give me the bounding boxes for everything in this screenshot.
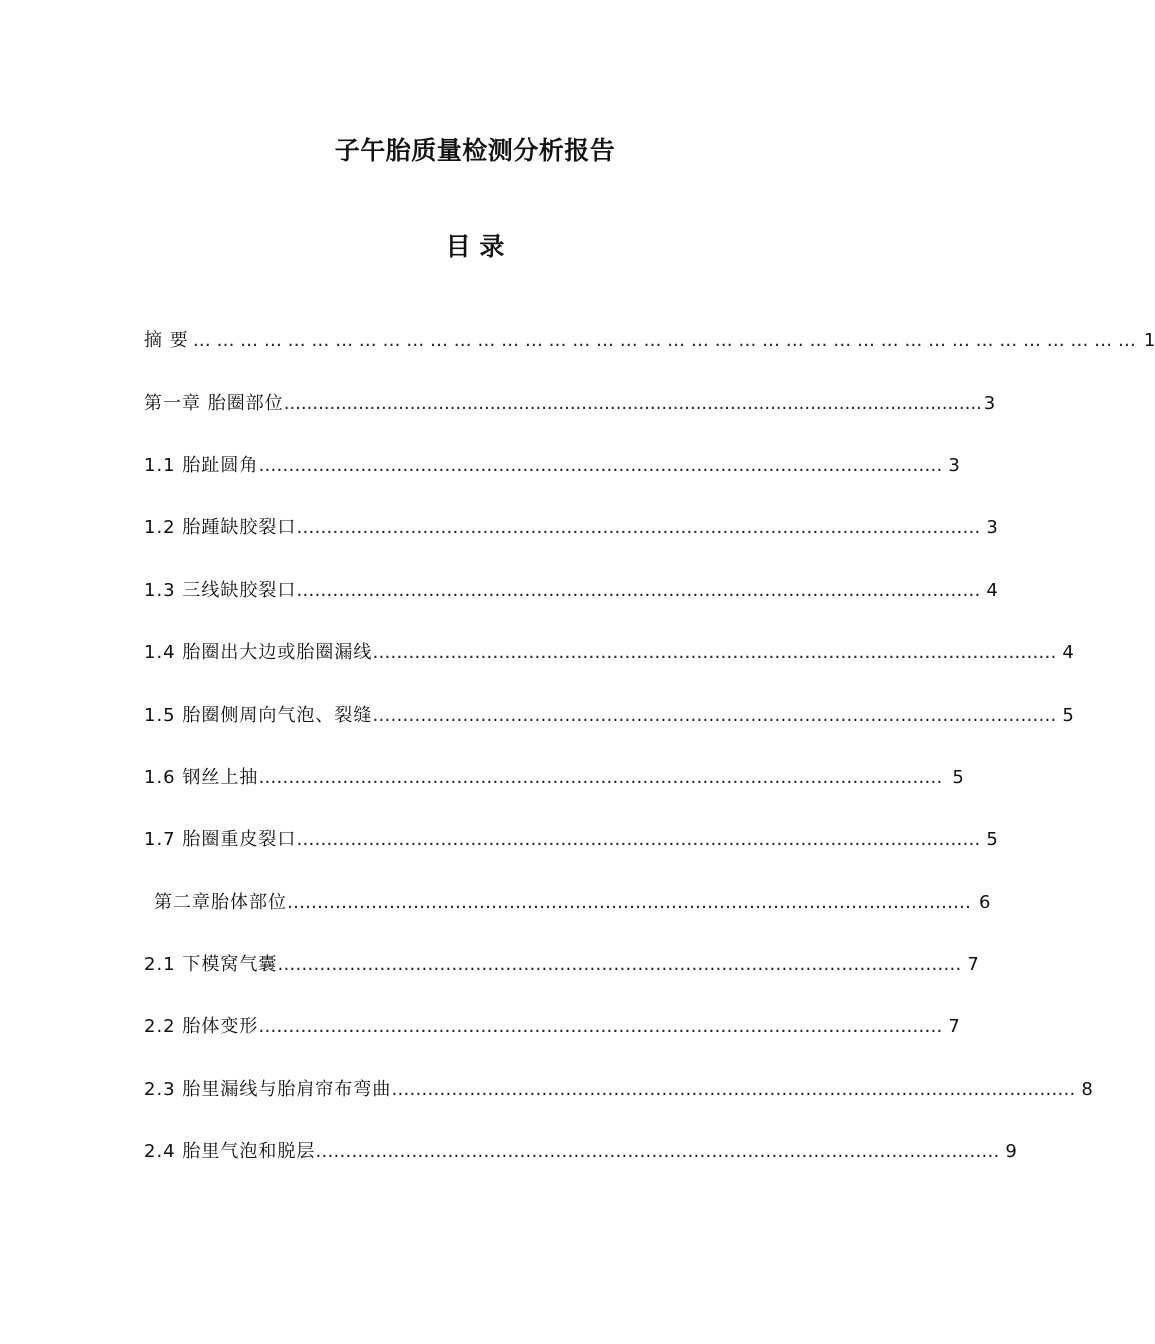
toc-entry-leader: …………………………………………………………………………………………………… — [277, 954, 962, 975]
toc-entry-label: 1.6 钢丝上抽 — [144, 767, 259, 788]
toc-entry-leader: …………………………………………………………………………………………………… — [258, 1016, 943, 1037]
toc-entry-label: 1.2 胎踵缺胶裂口 — [144, 517, 297, 538]
toc-entry-page: 3 — [986, 517, 998, 538]
toc-entry-leader: …………………………………………………………………………………………………… — [372, 642, 1057, 663]
toc-entry-chapter-2[interactable] — [154, 890, 991, 916]
toc-entry-leader: …………………………………………………………………………………………………… — [296, 580, 981, 601]
toc-entry-label: 1.7 胎圈重皮裂口 — [144, 829, 297, 850]
toc-entry-1-3[interactable] — [144, 578, 998, 604]
toc-entry-1-7[interactable] — [144, 827, 998, 853]
toc-entry-2-3[interactable] — [144, 1077, 1093, 1103]
toc-entry-page: 1 — [1143, 330, 1155, 351]
toc-entry-page: 9 — [1005, 1141, 1017, 1162]
toc-entry-label: 1.4 胎圈出大边或胎圈漏线 — [144, 642, 373, 663]
toc-entry-leader: … … … … … … … … … … … … … … … … … … … … … … … … … … … … … … … … … … … … … … … … — [192, 330, 1136, 351]
toc-entry-label: 2.3 胎里漏线与胎肩帘布弯曲 — [144, 1079, 392, 1100]
toc-entry-leader: …………………………………………………………………………………………………… — [315, 1141, 1000, 1162]
toc-entry-page: 3 — [948, 455, 960, 476]
toc-entry-label: 2.1 下模窝气囊 — [144, 954, 278, 975]
toc-entry-1-2[interactable] — [144, 515, 998, 541]
toc-entry-page: 3 — [983, 393, 996, 414]
toc-entry-leader: …………………………………………………………………………………………………… — [372, 705, 1057, 726]
toc-entry-2-2[interactable] — [144, 1014, 960, 1040]
toc-entry-chapter-1[interactable] — [144, 391, 996, 417]
toc-entry-abstract[interactable] — [144, 328, 1155, 354]
toc-entry-page: 4 — [986, 580, 998, 601]
toc-entry-label: 2.4 胎里气泡和脱层 — [144, 1141, 316, 1162]
toc-entry-leader: …………………………………………………………………………………………………… — [296, 517, 981, 538]
toc-entry-2-4[interactable] — [144, 1139, 1017, 1165]
toc-entry-label: 1.5 胎圈侧周向气泡、裂缝 — [144, 705, 373, 726]
document-title: 子午胎质量检测分析报告 — [334, 136, 616, 165]
toc-entry-page: 8 — [1081, 1079, 1093, 1100]
toc-entry-1-4[interactable] — [144, 640, 1074, 666]
toc-entry-label: 第一章 胎圈部位 — [144, 393, 284, 414]
toc-entry-leader: .......................................................................................................................... — [283, 393, 982, 414]
toc-entry-1-1[interactable] — [144, 453, 960, 479]
toc-entry-label: 1.1 胎趾圆角 — [144, 455, 259, 476]
toc-entry-page: 5 — [1062, 705, 1074, 726]
toc-entry-leader: …………………………………………………………………………………………………… — [391, 1079, 1076, 1100]
toc-entry-leader: …………………………………………………………………………………………………… — [287, 892, 971, 913]
toc-entry-label: 1.3 三线缺胶裂口 — [144, 580, 297, 601]
toc-entry-page: 7 — [948, 1016, 960, 1037]
toc-entry-label: 摘 要 — [144, 330, 189, 351]
toc-entry-2-1[interactable] — [144, 952, 979, 978]
toc-entry-1-5[interactable] — [144, 703, 1074, 729]
toc-entry-page: 7 — [967, 954, 979, 975]
toc-entry-leader: …………………………………………………………………………………………………… — [296, 829, 981, 850]
toc-entry-label: 第二章胎体部位 — [154, 892, 287, 913]
toc-entry-1-6[interactable] — [144, 765, 964, 791]
toc-entry-page: 6 — [979, 892, 991, 913]
toc-entry-leader: …………………………………………………………………………………………………… — [258, 455, 943, 476]
toc-entry-page: 4 — [1062, 642, 1074, 663]
toc-entry-page: 5 — [952, 767, 964, 788]
toc-entry-leader: …………………………………………………………………………………………………… — [258, 767, 943, 788]
toc-heading: 目 录 — [445, 232, 505, 261]
toc-entry-page: 5 — [986, 829, 998, 850]
toc-entry-label: 2.2 胎体变形 — [144, 1016, 259, 1037]
